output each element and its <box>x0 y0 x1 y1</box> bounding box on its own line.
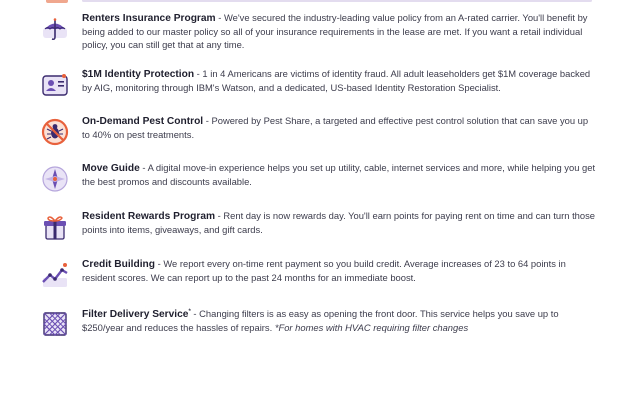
list-item-filter-delivery <box>40 306 600 342</box>
cropped-text-fragment <box>82 0 592 2</box>
item-title: Move Guide <box>82 163 140 174</box>
item-separator: - <box>194 68 203 79</box>
item-text <box>82 258 596 285</box>
item-text <box>82 210 596 237</box>
item-separator: - <box>190 308 200 320</box>
item-description: We've secured the industry-leading value policy from an A-rated carrier. You'll benefit by being added to our master policy so all of your insurance requirements in the lease are met. If you want a retail individual policy, you can still get that at any time. <box>82 12 588 50</box>
item-separator: - <box>139 162 148 173</box>
item-title-mark: * <box>188 309 191 315</box>
item-title: On-Demand Pest Control <box>82 116 204 127</box>
item-text <box>82 306 596 335</box>
list-item-credit-building <box>40 258 600 294</box>
item-separator: - <box>215 12 224 23</box>
list-item-pest-control <box>40 115 600 151</box>
credit-building-icon <box>40 260 70 290</box>
item-description: 1 in 4 Americans are victims of identity fraud. All adult leaseholders get $1M coverage backed by AIG, monitoring through IBM's Watson, and a dedicated, US-based Identity Restoration Specialist. <box>82 68 591 93</box>
item-description: Changing filters is as easy as opening the front door. This service helps you save up to $250/year and reduces the hassles of repairs. <box>82 308 559 333</box>
list-item-move-guide <box>40 162 600 198</box>
identity-card-icon <box>40 70 70 100</box>
item-text <box>82 115 596 142</box>
list-item-resident-rewards <box>40 210 600 246</box>
air-filter-icon <box>40 308 70 338</box>
item-description: We report every on-time rent payment so you build credit. Average increases of 23 to 64 points in resident scores. We can report up to the past 24 months for an immediate boost. <box>82 258 566 283</box>
item-text <box>82 12 596 51</box>
list-item-renters-insurance <box>40 12 600 60</box>
item-description: Rent day is now rewards day. You'll earn points for paying rent on time and can turn those points into items, giveaways, and gift cards. <box>82 210 596 235</box>
no-bugs-icon <box>40 117 70 147</box>
top-cropped-edge <box>0 0 640 5</box>
item-text <box>82 162 596 189</box>
item-title: $1M Identity Protection <box>82 69 195 80</box>
item-title: Resident Rewards Program <box>82 211 216 222</box>
item-title: Filter Delivery Service <box>82 309 189 321</box>
item-separator: - <box>203 115 212 126</box>
item-title: Credit Building <box>82 259 156 270</box>
umbrella-icon <box>40 14 70 44</box>
item-description: A digital move-in experience helps you set up utility, cable, internet services and more, while helping you get the best promos and discounts available. <box>82 162 596 187</box>
compass-icon <box>40 164 70 194</box>
item-footnote: *For homes with HVAC requiring filter changes <box>274 321 469 333</box>
gift-icon <box>40 212 70 242</box>
item-separator: - <box>215 210 224 221</box>
cropped-icon-fragment <box>46 0 68 3</box>
list-item-identity-protection <box>40 68 600 104</box>
item-description: Powered by Pest Share, a targeted and effective pest control solution that can save you up to 40% on pest treatments. <box>82 115 589 140</box>
item-separator: - <box>155 258 164 269</box>
item-title: Renters Insurance Program <box>82 13 216 24</box>
item-text <box>82 68 596 95</box>
